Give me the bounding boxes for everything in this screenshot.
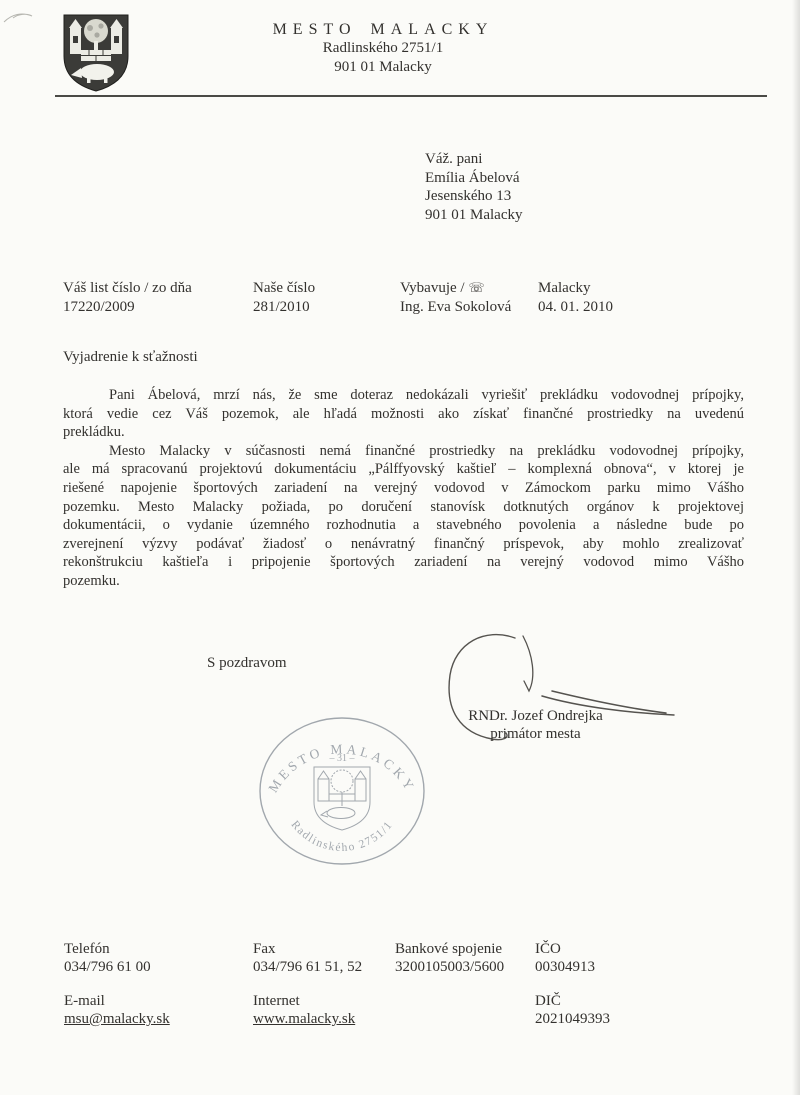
- ref-label: Vybavuje / ☏: [400, 280, 485, 296]
- letterhead: [243, 20, 523, 77]
- body-line: Mesto Malacky v súčasnosti nemá finančné prostriedky na prekládku vodovodnej prípojky,: [109, 442, 744, 459]
- ref-your-letter: [63, 279, 192, 317]
- ref-value: 281/2010: [253, 299, 310, 315]
- ref-label: Váš list číslo / zo dňa: [63, 280, 192, 296]
- svg-text:Radlinského 2751/1: [289, 819, 396, 854]
- signer-name: RNDr. Jozef Ondrejka: [468, 708, 603, 724]
- footer-label: E-mail: [64, 993, 105, 1009]
- footer-label: DIČ: [535, 993, 561, 1009]
- stamp-coat-of-arms-icon: [314, 767, 370, 830]
- bank-account: 3200105003/5600: [395, 959, 505, 975]
- telephone-icon: ☏: [468, 281, 485, 296]
- subject-line: Vyjadrenie k sťažnosti: [63, 349, 198, 365]
- letter-body: [63, 386, 744, 591]
- body-line: rekonštrukciu kaštieľa i pripojenie športových zariadení na verejný vodovod mimo Vášho: [63, 554, 744, 571]
- official-round-stamp: [256, 712, 428, 868]
- website-link[interactable]: www.malacky.sk: [253, 1011, 356, 1027]
- ref-value: 04. 01. 2010: [538, 299, 613, 315]
- body-line: riešené napojenie športových zariadení na verejný vodovod v Zámockom parku mimo Vášho: [63, 479, 744, 496]
- footer-label: IČO: [535, 941, 561, 957]
- body-line: ktorá vedie cez Váš pozemok, ale hľadá možnosti ako získať finančné prostriedky na uvedenú: [63, 405, 744, 422]
- footer-label: Bankové spojenie: [395, 941, 503, 957]
- footer-col-phone-email: [64, 940, 170, 1044]
- fax-number: 034/796 61 51, 52: [253, 959, 363, 975]
- body-line: prekládku.: [63, 424, 125, 441]
- closing-salutation: S pozdravom: [207, 655, 287, 671]
- body-line: pozemku.: [63, 572, 120, 589]
- body-line: zverejnení výzvy podávať žiadosť o nenávratný finančný príspevok, aby mohlo zrealizovať: [63, 535, 744, 552]
- scan-edge-shadow: [792, 0, 800, 1095]
- body-line: dokumentácii, o vydanie územného rozhodnutia a stavebného povolenia a následne bude po: [63, 517, 744, 534]
- city-coat-of-arms-icon: [62, 14, 130, 92]
- ref-place-date: [538, 279, 613, 317]
- footer-col-fax-web: [253, 940, 362, 1044]
- signer-title: primátor mesta: [490, 726, 581, 742]
- ref-label: Naše číslo: [253, 280, 316, 296]
- ico-number: 00304913: [535, 959, 595, 975]
- phone-number: 034/796 61 00: [64, 959, 151, 975]
- footer-label: Fax: [253, 941, 276, 957]
- recipient-salutation: Váž. pani: [425, 151, 483, 167]
- footer-col-ids: [535, 940, 610, 1044]
- org-name: MESTO MALACKY: [272, 21, 494, 38]
- recipient-address: [425, 150, 522, 224]
- stamp-bottom-text: Radlinského 2751/1: [288, 818, 396, 855]
- recipient-name: Emília Ábelová: [425, 169, 520, 186]
- header-divider: [55, 95, 767, 97]
- scan-artifact-mark: [2, 6, 46, 28]
- paragraph-1: [63, 386, 744, 442]
- footer-col-bank: [395, 940, 504, 992]
- body-line: Pani Ábelová, mrzí nás, že sme doteraz nedokázali vyriešiť prekládku vodovodnej prípojky,: [109, 387, 744, 403]
- recipient-street: Jesenského 13: [425, 188, 512, 204]
- paragraph-2: [63, 442, 744, 591]
- signer-block: [453, 707, 618, 743]
- stamp-number: – 31 –: [329, 753, 355, 764]
- ref-handled-by: [400, 279, 511, 317]
- ref-our-number: [253, 279, 315, 317]
- footer-label: Internet: [253, 993, 300, 1009]
- body-line: pozemku. Mesto Malacky požiada, po doručení stanovísk dotknutých orgánov k projektovej: [63, 498, 744, 515]
- email-link[interactable]: msu@malacky.sk: [64, 1011, 170, 1027]
- ref-label: Malacky: [538, 280, 591, 296]
- handwritten-signature: [430, 625, 690, 765]
- footer-label: Telefón: [64, 941, 110, 957]
- org-city: 901 01 Malacky: [334, 59, 432, 75]
- ref-value: 17220/2009: [63, 299, 135, 315]
- body-line: ale má spracovanú projektovú dokumentáciu „Pálffyovský kaštieľ – komplexná obnova“, v ktorej je: [63, 461, 744, 478]
- dic-number: 2021049393: [535, 1011, 610, 1027]
- svg-text:MESTO MALACKY: [265, 741, 418, 795]
- org-street: Radlinského 2751/1: [322, 40, 444, 56]
- ref-value: Ing. Eva Sokolová: [400, 299, 512, 315]
- recipient-city: 901 01 Malacky: [425, 206, 523, 223]
- stamp-top-text: MESTO MALACKY: [265, 741, 419, 796]
